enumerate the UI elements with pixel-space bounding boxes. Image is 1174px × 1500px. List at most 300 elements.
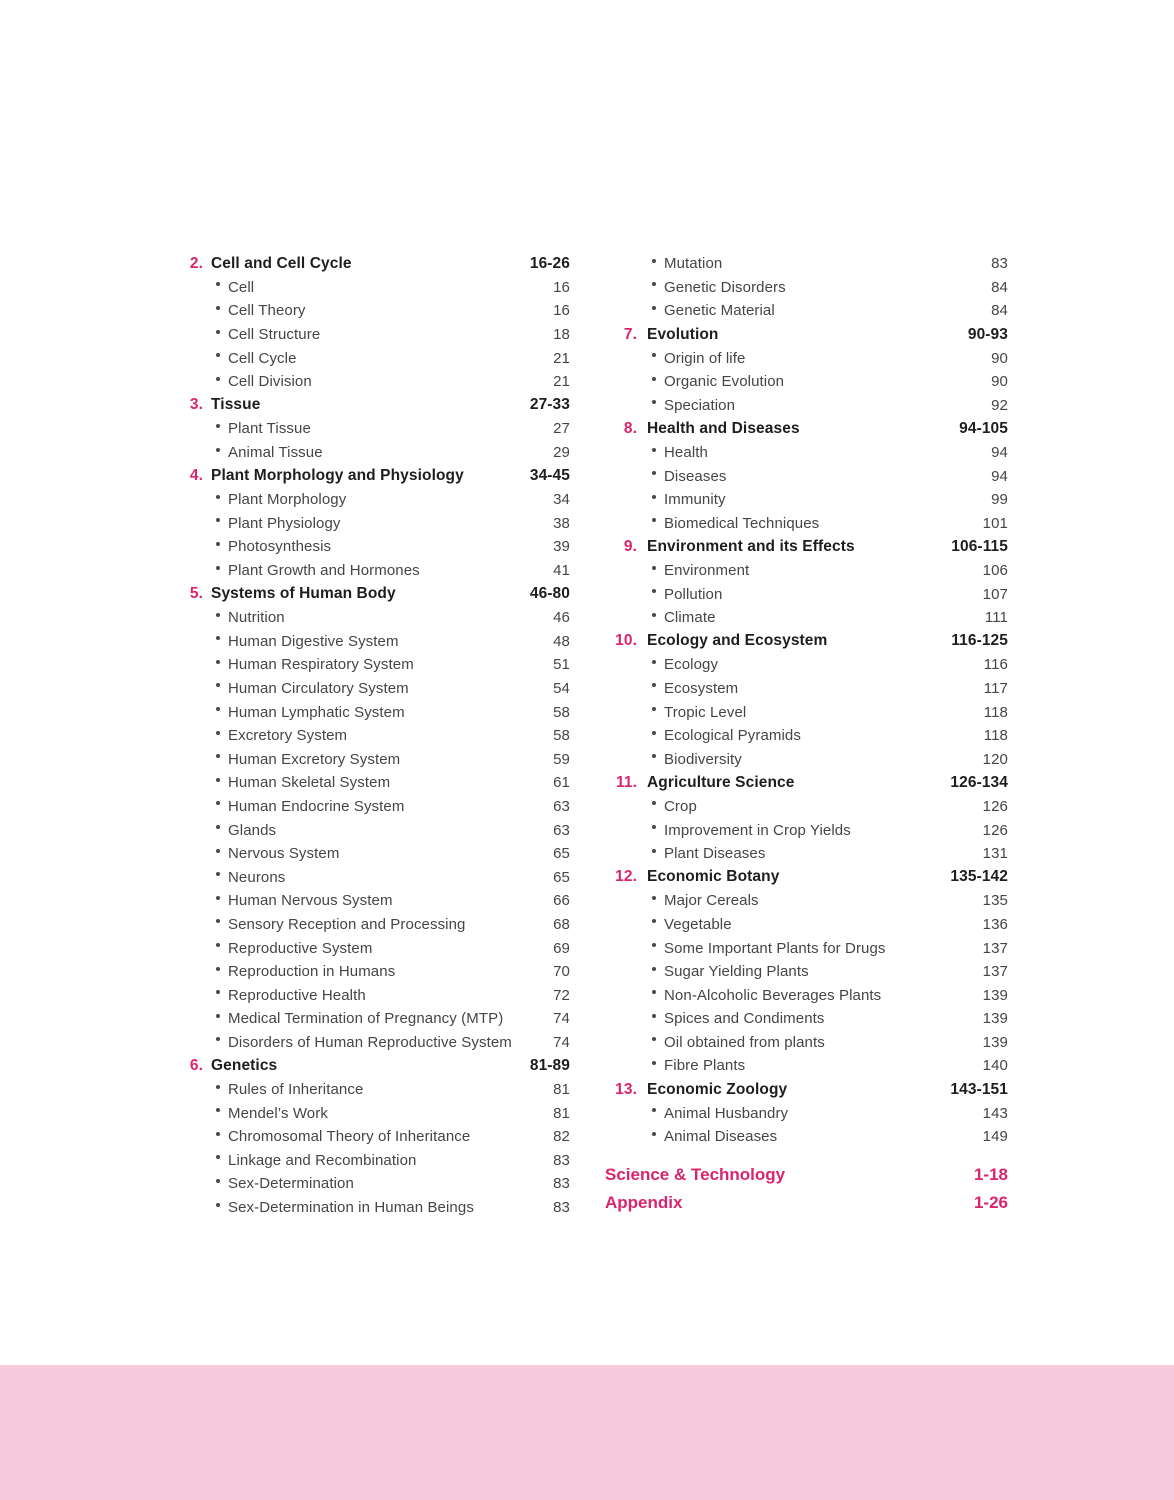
chapter-title: Health and Diseases [647, 419, 800, 437]
bullet-icon [216, 306, 220, 310]
subtopic-title: Some Important Plants for Drugs [664, 939, 886, 957]
toc-subtopic-row [186, 677, 570, 701]
chapter-title: Economic Botany [647, 868, 780, 886]
footer-section-row [605, 1162, 1008, 1190]
subtopic-page: 84 [991, 302, 1008, 320]
bullet-icon [216, 330, 220, 334]
subtopic-page: 65 [553, 845, 570, 863]
subtopic-title: Human Digestive System [228, 632, 399, 650]
subtopic-title: Ecological Pyramids [664, 727, 801, 745]
bullet-icon [652, 731, 656, 735]
subtopic-page: 34 [553, 491, 570, 509]
toc-chapter-row [605, 1078, 1008, 1102]
bullet-icon [652, 282, 656, 286]
bullet-icon [652, 919, 656, 923]
subtopic-page: 90 [991, 373, 1008, 391]
subtopic-page: 63 [553, 797, 570, 815]
chapter-title: Tissue [211, 396, 261, 414]
subtopic-page: 111 [984, 609, 1008, 627]
toc-chapter-row [605, 630, 1008, 654]
subtopic-page: 99 [991, 491, 1008, 509]
subtopic-title: Environment [664, 562, 750, 580]
footer-section-page-range: 1-18 [973, 1165, 1008, 1185]
chapter-title: Genetics [211, 1056, 278, 1074]
bullet-icon [216, 967, 220, 971]
subtopic-title: Reproductive Health [228, 986, 366, 1004]
chapter-page-range: 90-93 [967, 325, 1008, 343]
subtopic-title: Chromosomal Theory of Inheritance [228, 1128, 471, 1146]
bullet-icon [652, 353, 656, 357]
bullet-icon [216, 825, 220, 829]
footer-sections [605, 1162, 1008, 1217]
bullet-icon [652, 1061, 656, 1065]
bullet-icon [652, 896, 656, 900]
bullet-icon [652, 660, 656, 664]
bullet-icon [216, 778, 220, 782]
toc-subtopic-row [186, 960, 570, 984]
bullet-icon [216, 636, 220, 640]
chapter-number: 2. [189, 254, 203, 272]
bullet-icon [216, 872, 220, 876]
subtopic-title: Sensory Reception and Processing [228, 915, 466, 933]
subtopic-page: 83 [553, 1175, 570, 1193]
toc-subtopic-row [605, 1125, 1008, 1149]
chapter-number: 4. [189, 467, 203, 485]
toc-subtopic-row [605, 960, 1008, 984]
toc-chapter-row [186, 1054, 570, 1078]
subtopic-title: Genetic Material [664, 302, 775, 320]
subtopic-page: 29 [553, 444, 570, 462]
subtopic-page: 66 [553, 892, 570, 910]
subtopic-title: Human Lymphatic System [228, 703, 405, 721]
chapter-number: 5. [189, 585, 203, 603]
toc-subtopic-row [605, 559, 1008, 583]
toc-subtopic-row [605, 1101, 1008, 1125]
toc-subtopic-row [186, 299, 570, 323]
toc-subtopic-row [186, 842, 570, 866]
subtopic-title: Human Skeletal System [228, 774, 391, 792]
chapter-title: Plant Morphology and Physiology [211, 467, 464, 485]
subtopic-title: Non-Alcoholic Beverages Plants [664, 986, 882, 1004]
bullet-icon [216, 1014, 220, 1018]
subtopic-page: 83 [553, 1151, 570, 1169]
subtopic-page: 54 [553, 679, 570, 697]
subtopic-page: 120 [982, 750, 1008, 768]
toc-subtopic-row [605, 936, 1008, 960]
subtopic-title: Cell Theory [228, 302, 306, 320]
subtopic-title: Spices and Condiments [664, 1010, 825, 1028]
toc-subtopic-row [605, 276, 1008, 300]
subtopic-page: 74 [553, 1033, 570, 1051]
subtopic-title: Plant Growth and Hormones [228, 562, 420, 580]
subtopic-page: 101 [982, 514, 1008, 532]
bullet-icon [216, 1085, 220, 1089]
chapter-title: Agriculture Science [647, 773, 795, 791]
bullet-icon [652, 495, 656, 499]
chapter-title: Evolution [647, 325, 719, 343]
subtopic-page: 21 [553, 349, 570, 367]
subtopic-page: 48 [553, 632, 570, 650]
subtopic-page: 149 [982, 1128, 1008, 1146]
chapter-page-range: 16-26 [529, 254, 570, 272]
toc-subtopic-row [186, 1125, 570, 1149]
toc-subtopic-row [186, 724, 570, 748]
bullet-icon [652, 990, 656, 994]
subtopic-title: Plant Tissue [228, 420, 311, 438]
toc-subtopic-row [186, 653, 570, 677]
bullet-icon [216, 542, 220, 546]
subtopic-title: Reproductive System [228, 939, 373, 957]
subtopic-title: Pollution [664, 585, 723, 603]
subtopic-page: 16 [553, 278, 570, 296]
subtopic-page: 39 [553, 538, 570, 556]
toc-subtopic-row [186, 700, 570, 724]
subtopic-title: Medical Termination of Pregnancy (MTP) [228, 1010, 504, 1028]
subtopic-title: Plant Physiology [228, 514, 341, 532]
bullet-icon [652, 849, 656, 853]
bullet-icon [652, 1132, 656, 1136]
toc-subtopic-row [605, 252, 1008, 276]
bullet-icon [216, 518, 220, 522]
toc-subtopic-row [605, 488, 1008, 512]
chapter-page-range: 34-45 [529, 467, 570, 485]
toc-subtopic-row [605, 842, 1008, 866]
chapter-number: 3. [189, 396, 203, 414]
toc-subtopic-row [186, 771, 570, 795]
subtopic-page: 59 [553, 750, 570, 768]
bullet-icon [216, 1132, 220, 1136]
bullet-icon [652, 707, 656, 711]
subtopic-page: 139 [982, 1010, 1008, 1028]
toc-subtopic-row [605, 724, 1008, 748]
subtopic-title: Cell [228, 278, 255, 296]
toc-subtopic-row [186, 512, 570, 536]
bullet-icon [216, 849, 220, 853]
bullet-icon [216, 1108, 220, 1112]
toc-subtopic-row [186, 606, 570, 630]
subtopic-page: 140 [982, 1057, 1008, 1075]
subtopic-title: Oil obtained from plants [664, 1033, 825, 1051]
bullet-icon [652, 801, 656, 805]
toc-chapter-row [186, 464, 570, 488]
toc-subtopic-row [605, 370, 1008, 394]
bullet-icon [652, 683, 656, 687]
subtopic-page: 61 [553, 774, 570, 792]
subtopic-page: 94 [991, 467, 1008, 485]
bullet-icon [216, 1155, 220, 1159]
chapter-number: 9. [623, 537, 637, 555]
toc-subtopic-row [605, 913, 1008, 937]
subtopic-title: Nervous System [228, 845, 340, 863]
toc-subtopic-row [186, 913, 570, 937]
subtopic-page: 41 [553, 562, 570, 580]
subtopic-title: Glands [228, 821, 277, 839]
toc-column-right [605, 252, 1008, 1217]
chapter-number: 10. [615, 632, 637, 650]
subtopic-title: Health [664, 444, 708, 462]
chapter-page-range: 116-125 [951, 632, 1008, 650]
chapter-number: 8. [623, 419, 637, 437]
bullet-icon [216, 566, 220, 570]
toc-subtopic-row [186, 1007, 570, 1031]
toc-subtopic-row [186, 747, 570, 771]
toc-subtopic-row [186, 346, 570, 370]
bullet-icon [652, 448, 656, 452]
toc-subtopic-row [186, 559, 570, 583]
subtopic-page: 139 [982, 1033, 1008, 1051]
toc-subtopic-row [605, 653, 1008, 677]
bullet-icon [652, 967, 656, 971]
bullet-icon [652, 1014, 656, 1018]
subtopic-page: 63 [553, 821, 570, 839]
subtopic-title: Climate [664, 609, 716, 627]
subtopic-title: Diseases [664, 467, 727, 485]
bullet-icon [216, 282, 220, 286]
subtopic-title: Sex-Determination in Human Beings [228, 1199, 474, 1217]
chapter-page-range: 94-105 [959, 419, 1008, 437]
bullet-icon [652, 306, 656, 310]
subtopic-title: Ecology [664, 656, 719, 674]
subtopic-page: 27 [553, 420, 570, 438]
subtopic-title: Disorders of Human Reproductive System [228, 1033, 512, 1051]
toc-subtopic-row [186, 889, 570, 913]
toc-subtopic-row [186, 630, 570, 654]
subtopic-page: 74 [553, 1010, 570, 1028]
subtopic-page: 90 [991, 349, 1008, 367]
subtopic-title: Mutation [664, 255, 723, 273]
toc-subtopic-row [186, 535, 570, 559]
toc-subtopic-row [186, 370, 570, 394]
subtopic-page: 136 [982, 915, 1008, 933]
subtopic-title: Fibre Plants [664, 1057, 746, 1075]
toc-subtopic-row [605, 299, 1008, 323]
bullet-icon [216, 896, 220, 900]
chapter-page-range: 126-134 [950, 773, 1008, 791]
subtopic-title: Biomedical Techniques [664, 514, 820, 532]
toc-subtopic-row [186, 818, 570, 842]
toc-chapter-row [605, 323, 1008, 347]
subtopic-page: 83 [991, 255, 1008, 273]
subtopic-title: Sugar Yielding Plants [664, 963, 809, 981]
subtopic-title: Plant Diseases [664, 845, 766, 863]
subtopic-page: 126 [982, 797, 1008, 815]
bullet-icon [216, 801, 220, 805]
toc-subtopic-row [605, 795, 1008, 819]
subtopic-page: 131 [982, 845, 1008, 863]
toc-subtopic-row [605, 1007, 1008, 1031]
subtopic-page: 69 [553, 939, 570, 957]
toc-subtopic-row [605, 346, 1008, 370]
toc-subtopic-row [186, 323, 570, 347]
subtopic-title: Human Excretory System [228, 750, 401, 768]
subtopic-page: 137 [982, 939, 1008, 957]
subtopic-title: Vegetable [664, 915, 732, 933]
bullet-icon [216, 683, 220, 687]
subtopic-title: Crop [664, 797, 697, 815]
subtopic-page: 72 [553, 986, 570, 1004]
toc-subtopic-row [186, 865, 570, 889]
subtopic-page: 83 [553, 1199, 570, 1217]
toc-subtopic-row [186, 417, 570, 441]
subtopic-title: Mendel’s Work [228, 1104, 328, 1122]
chapter-number: 13. [615, 1080, 637, 1098]
subtopic-page: 58 [553, 727, 570, 745]
subtopic-title: Rules of Inheritance [228, 1081, 364, 1099]
subtopic-title: Cell Structure [228, 326, 321, 344]
subtopic-title: Human Circulatory System [228, 679, 409, 697]
subtopic-title: Plant Morphology [228, 491, 347, 509]
subtopic-page: 16 [553, 302, 570, 320]
subtopic-title: Reproduction in Humans [228, 963, 396, 981]
subtopic-page: 82 [553, 1128, 570, 1146]
subtopic-title: Human Nervous System [228, 892, 393, 910]
toc-subtopic-row [186, 1172, 570, 1196]
bullet-icon [216, 613, 220, 617]
subtopic-page: 137 [982, 963, 1008, 981]
subtopic-title: Major Cereals [664, 892, 759, 910]
chapter-title: Cell and Cell Cycle [211, 254, 352, 272]
subtopic-page: 143 [982, 1104, 1008, 1122]
subtopic-title: Speciation [664, 396, 736, 414]
bullet-icon [652, 943, 656, 947]
toc-subtopic-row [605, 818, 1008, 842]
chapter-page-range: 46-80 [529, 585, 570, 603]
toc-chapter-row [605, 535, 1008, 559]
bullet-icon [216, 1203, 220, 1207]
bullet-icon [216, 448, 220, 452]
subtopic-title: Nutrition [228, 609, 285, 627]
footer-band [0, 1365, 1174, 1500]
bullet-icon [216, 495, 220, 499]
toc-subtopic-row [605, 582, 1008, 606]
bullet-icon [652, 566, 656, 570]
toc-subtopic-row [605, 512, 1008, 536]
subtopic-page: 107 [982, 585, 1008, 603]
toc-subtopic-row [605, 441, 1008, 465]
chapter-title: Environment and its Effects [647, 537, 855, 555]
subtopic-page: 117 [983, 679, 1008, 697]
bullet-icon [216, 377, 220, 381]
toc-subtopic-row [605, 464, 1008, 488]
chapter-number: 12. [615, 868, 637, 886]
toc-subtopic-row [186, 276, 570, 300]
subtopic-title: Tropic Level [664, 703, 747, 721]
subtopic-page: 81 [553, 1104, 570, 1122]
toc-subtopic-row [186, 1078, 570, 1102]
chapter-page-range: 143-151 [950, 1080, 1008, 1098]
chapter-page-range: 81-89 [529, 1056, 570, 1074]
bullet-icon [652, 259, 656, 263]
toc-chapter-row [605, 417, 1008, 441]
toc-subtopic-row [186, 1196, 570, 1220]
chapter-title: Systems of Human Body [211, 585, 396, 603]
subtopic-page: 70 [553, 963, 570, 981]
chapter-page-range: 106-115 [951, 537, 1008, 555]
toc-subtopic-row [605, 677, 1008, 701]
subtopic-title: Organic Evolution [664, 373, 785, 391]
toc-subtopic-row [605, 394, 1008, 418]
toc-subtopic-row [186, 983, 570, 1007]
bullet-icon [652, 400, 656, 404]
bullet-icon [652, 1037, 656, 1041]
subtopic-title: Animal Diseases [664, 1128, 778, 1146]
bullet-icon [216, 1037, 220, 1041]
toc-subtopic-row [186, 1031, 570, 1055]
toc-subtopic-row [186, 441, 570, 465]
toc-subtopic-row [186, 936, 570, 960]
bullet-icon [652, 754, 656, 758]
subtopic-page: 126 [982, 821, 1008, 839]
subtopic-title: Origin of life [664, 349, 746, 367]
subtopic-title: Animal Tissue [228, 444, 323, 462]
subtopic-page: 106 [982, 562, 1008, 580]
subtopic-title: Sex-Determination [228, 1175, 354, 1193]
bullet-icon [216, 707, 220, 711]
bullet-icon [216, 919, 220, 923]
footer-section-row [605, 1189, 1008, 1217]
toc-subtopic-row [605, 983, 1008, 1007]
subtopic-title: Genetic Disorders [664, 278, 786, 296]
toc-subtopic-row [605, 606, 1008, 630]
toc-subtopic-row [186, 795, 570, 819]
subtopic-page: 139 [982, 986, 1008, 1004]
toc-subtopic-row [605, 889, 1008, 913]
bullet-icon [652, 518, 656, 522]
subtopic-title: Human Respiratory System [228, 656, 414, 674]
chapter-title: Economic Zoology [647, 1080, 788, 1098]
subtopic-title: Immunity [664, 491, 726, 509]
subtopic-page: 51 [553, 656, 570, 674]
toc-subtopic-row [605, 747, 1008, 771]
footer-section-label: Science & Technology [605, 1165, 786, 1185]
subtopic-title: Cell Cycle [228, 349, 297, 367]
chapter-page-range: 27-33 [529, 396, 570, 414]
subtopic-title: Ecosystem [664, 679, 739, 697]
subtopic-page: 118 [983, 727, 1008, 745]
subtopic-title: Photosynthesis [228, 538, 332, 556]
toc-column-left [186, 252, 570, 1219]
toc-chapter-row [605, 771, 1008, 795]
bullet-icon [216, 943, 220, 947]
subtopic-page: 21 [553, 373, 570, 391]
subtopic-page: 81 [553, 1081, 570, 1099]
bullet-icon [216, 1179, 220, 1183]
subtopic-page: 58 [553, 703, 570, 721]
chapter-page-range: 135-142 [950, 868, 1008, 886]
toc-subtopic-row [605, 1054, 1008, 1078]
bullet-icon [216, 754, 220, 758]
toc-chapter-row [605, 865, 1008, 889]
subtopic-page: 92 [991, 396, 1008, 414]
subtopic-page: 84 [991, 278, 1008, 296]
bullet-icon [652, 1108, 656, 1112]
footer-section-label: Appendix [605, 1192, 683, 1212]
subtopic-page: 116 [983, 656, 1008, 674]
toc-subtopic-row [186, 1149, 570, 1173]
subtopic-page: 65 [553, 868, 570, 886]
toc-chapter-row [186, 582, 570, 606]
bullet-icon [216, 731, 220, 735]
footer-section-page-range: 1-26 [973, 1192, 1008, 1212]
toc-subtopic-row [605, 700, 1008, 724]
toc-chapter-row [186, 394, 570, 418]
chapter-number: 11. [616, 773, 637, 791]
bullet-icon [652, 613, 656, 617]
subtopic-title: Human Endocrine System [228, 797, 405, 815]
subtopic-page: 38 [553, 514, 570, 532]
subtopic-title: Biodiversity [664, 750, 742, 768]
subtopic-title: Excretory System [228, 727, 348, 745]
